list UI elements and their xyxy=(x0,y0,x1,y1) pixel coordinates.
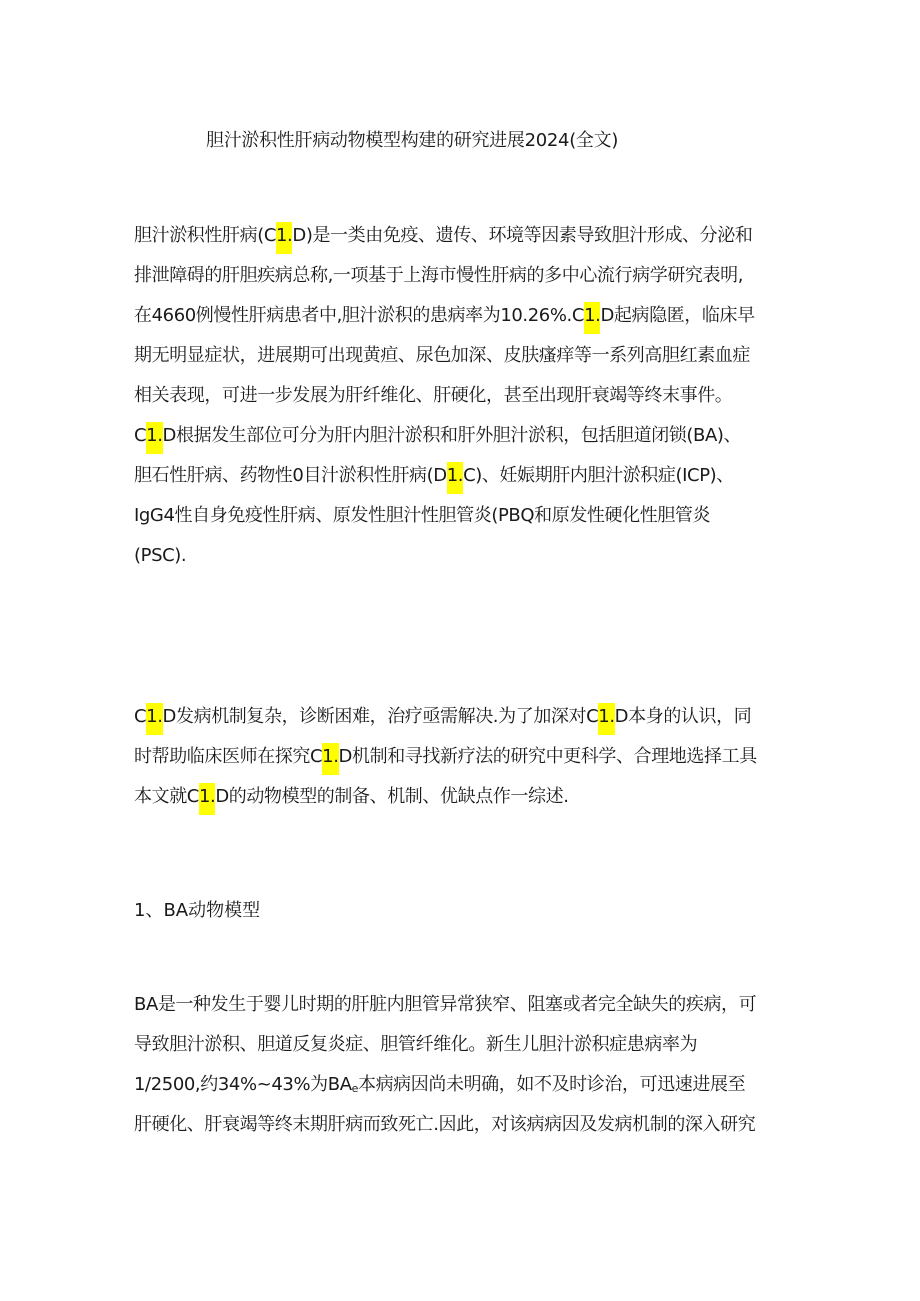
text-line: 胆汁淤积性肝病(C1.D)是一类由免疫、遗传、环境等因素导致胆汁形成、分泌和 xyxy=(134,216,794,256)
paragraph-ba xyxy=(134,985,794,1145)
text-line: 本文就C1.D的动物模型的制备、机制、优缺点作一综述. xyxy=(134,777,794,817)
text-line: 在4660例慢性肝病患者中,胆汁淤积的患病率为10.26%.C1.D起病隐匿，临床早 xyxy=(134,296,794,336)
section-heading: 1、BA动物模型 xyxy=(134,900,261,921)
text-line: C1.D发病机制复杂，诊断困难，治疗亟需解决.为了加深对C1.D本身的认识，同 xyxy=(134,697,794,737)
highlight: 1. xyxy=(447,462,463,494)
text-line: 胆石性肝病、药物性0目汁淤积性肝病(D1.C)、妊娠期肝内胆汁淤积症(ICP)、 xyxy=(134,456,794,496)
text-line: 导致胆汁淤积、胆道反复炎症、胆管纤维化。新生儿胆汁淤积症患病率为 xyxy=(134,1034,698,1055)
text-line: 1/2500,约34%~43%为BAe本病病因尚未明确，如不及时诊治，可迅速进展至 xyxy=(134,1074,746,1095)
document-title: 胆汁淤积性肝病动物模型构建的研究进展2024(全文) xyxy=(206,130,619,151)
highlight: 1. xyxy=(322,743,338,775)
paragraph-intro xyxy=(134,216,794,576)
text-line: 期无明显症状，进展期可出现黄疸、尿色加深、皮肤瘙痒等一系列高胆红素血症 xyxy=(134,345,750,366)
text-line: 肝硬化、肝衰竭等终末期肝病而致死亡.因此，对该病病因及发病机制的深入研究 xyxy=(134,1114,756,1135)
text-line: (PSC). xyxy=(134,545,187,566)
highlight: 1. xyxy=(146,703,162,735)
highlight: 1. xyxy=(199,783,215,815)
paragraph-purpose xyxy=(134,697,794,817)
text-line: 时帮助临床医师在探究C1.D机制和寻找新疗法的研究中更科学、合理地选择工具 xyxy=(134,737,794,777)
text-line: 排泄障碍的肝胆疾病总称,一项基于上海市慢性肝病的多中心流行病学研究表明, xyxy=(134,265,744,286)
text-line: BA是一种发生于婴儿时期的肝脏内胆管异常狭窄、阻塞或者完全缺失的疾病，可 xyxy=(134,994,757,1015)
text-line: C1.D根据发生部位可分为肝内胆汁淤积和肝外胆汁淤积，包括胆道闭锁(BA)、 xyxy=(134,416,794,456)
highlight: 1. xyxy=(598,703,614,735)
highlight: 1. xyxy=(584,302,600,334)
subscript: e xyxy=(351,1082,358,1095)
text-line: 相关表现，可进一步发展为肝纤维化、肝硬化，甚至出现肝衰竭等终末事件。 xyxy=(134,385,733,406)
highlight: 1. xyxy=(146,422,162,454)
highlight: 1. xyxy=(276,222,292,254)
text-line: IgG4性自身免疫性肝病、原发性胆汁性胆管炎(PBQ和原发性硬化性胆管炎 xyxy=(134,505,711,526)
